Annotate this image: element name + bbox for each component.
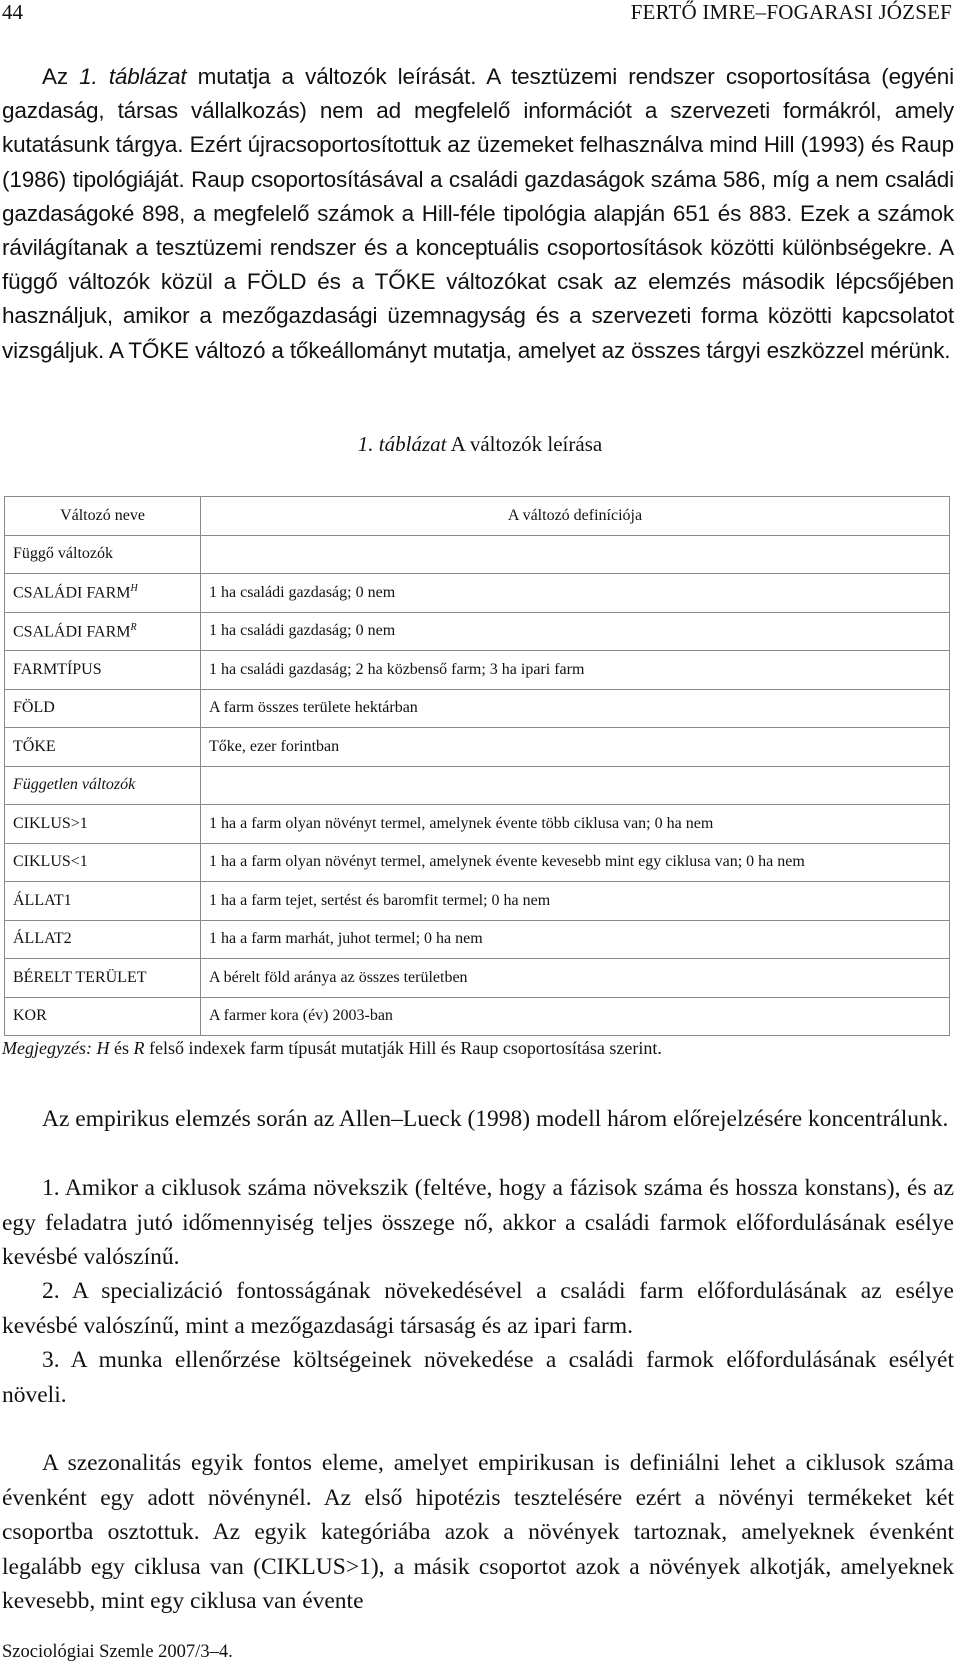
table-row [5,689,950,728]
table-row [5,843,950,882]
variable-definition: 1 ha családi gazdaság; 0 nem [201,574,950,613]
variable-name: CSALÁDI $FARM^H$ [5,574,201,613]
table-caption [0,432,960,457]
variable-name: KOR [5,997,201,1036]
column-header-name: Változó neve [5,497,201,536]
table-note-label: Megjegyzés: H [2,1038,110,1058]
superscript-index: R [130,621,137,633]
variable-name: ÁLLAT2 [5,920,201,959]
variable-name: ÁLLAT1 [5,882,201,921]
table-note-text: felső indexek farm típusát mutatják Hill és Raup csoportosítása szerint. [144,1038,662,1058]
variable-definition: A farm összes területe hektárban [201,689,950,728]
variable-name: FARMTÍPUS [5,651,201,690]
group-spacer [201,766,950,805]
hypothesis-2: 2. A specializáció fontosságának növekedésével a családi farm előfordulásának az esélye kevésbé valószínű, mint a mezőgazdasági társaság és az ipari farm. [2,1278,954,1339]
column-header-definition: A változó definíciója [201,497,950,536]
table-note: Megjegyzés: H és R felső indexek farm típusát mutatják Hill és Raup csoportosítása szerint. [2,1038,662,1058]
variables-table [4,496,950,1036]
variable-name: BÉRELT TERÜLET [5,959,201,998]
table-row [5,805,950,844]
table-header-row [5,497,950,536]
variable-name: CSALÁDI $FARM^R$ [5,612,201,651]
intro-text-rest: mutatja a változók leírását. A tesztüzemi rendszer csoportosítása (egyéni gazdaság, társas vállalkozás) nem ad megfelelő információt a szervezeti formákról, amely kutatásunk tárgya. Ezért újracsoportosítottuk az üzemeket felhasználva mind Hill (1993) és Raup (1986) tipológiáját. Raup csoportosításával a családi gazdaságok száma 586, míg a nem családi gazdaságoké 898, a megfelelő számok a Hill-féle tipológia alapján 651 és 883. Ezek a számok rávilágítanak a tesztüzemi rendszer és a konceptuális csoportosítások közötti különbségekre. A függő változók közül a FÖLD és a TŐKE változókat csak az elemzés második lépcsőjében használjuk, amikor a mezőgazdasági üzemnagyság és a szervezeti forma közötti kapcsolatot vizsgáljuk. A TŐKE változó a tőkeállományt mutatja, amelyet az összes tárgyi eszközzel mérünk. [2,64,954,363]
page-number: 44 [2,0,23,24]
table-caption-title: A változók leírása [446,432,603,456]
variable-definition: 1 ha a farm olyan növényt termel, amelynek évente több ciklusa van; 0 ha nem [201,805,950,844]
running-header-authors: FERTŐ IMRE–FOGARASI JÓZSEF [630,0,952,24]
group-label-independent: Független változók [5,766,201,805]
variable-definition: 1 ha a farm olyan növényt termel, amelynek évente kevesebb mint egy ciklusa van; 0 ha nem [201,843,950,882]
table-row [5,728,950,767]
variable-definition: Tőke, ezer forintban [201,728,950,767]
hypothesis-1: 1. Amikor a ciklusok száma növekszik (feltéve, hogy a fázisok száma és hossza konstans), és az egy feladatra jutó időmennyiség teljes összege nő, akkor a családi farmok előfordulásának esélye kevésbé valószínű. [2,1175,954,1270]
superscript-index: H [130,583,138,595]
table-row [5,574,950,613]
variable-definition: 1 ha családi gazdaság; 2 ha közbenső farm; 3 ha ipari farm [201,651,950,690]
table-row [5,920,950,959]
table-row [5,882,950,921]
group-row-independent [5,766,950,805]
hypothesis-3: 3. A munka ellenőrzése költségeinek növekedése a családi farmok előfordulásának esélyét növeli. [2,1347,954,1408]
variable-definition: A farmer kora (év) 2003-ban [201,997,950,1036]
journal-footer: Szociológiai Szemle 2007/3–4. [2,1642,233,1662]
group-row-dependent [5,535,950,574]
variable-definition: 1 ha a farm marhát, juhot termel; 0 ha nem [201,920,950,959]
table-caption-number: 1. táblázat [357,432,447,456]
variable-definition: 1 ha családi gazdaság; 0 nem [201,612,950,651]
table-row [5,651,950,690]
intro-text-start: Az [42,64,80,89]
intro-paragraph [2,60,954,368]
table-row [5,959,950,998]
variable-name: CIKLUS<1 [5,843,201,882]
body-paragraph: Az empirikus elemzés során az Allen–Lueck (1998) modell három előrejelzésére koncentrálunk. [42,1106,949,1132]
variable-name: TŐKE [5,728,201,767]
group-spacer [201,535,950,574]
variable-definition: 1 ha a farm tejet, sertést és baromfit termel; 0 ha nem [201,882,950,921]
variable-name: FÖLD [5,689,201,728]
table-note-index: R [133,1038,145,1058]
variable-definition: A bérelt föld aránya az összes területben [201,959,950,998]
group-label-dependent: Függő változók [5,535,201,574]
table-row [5,612,950,651]
intro-table-reference: 1. táblázat [79,64,187,89]
variable-name: CIKLUS>1 [5,805,201,844]
body-paragraph-seasonality: A szezonalitás egyik fontos eleme, amelyet empirikusan is definiálni lehet a ciklusok száma évenként egy adott növénynél. Az első hipotézis tesztelésére ezért a növényi termékeket két csoportba osztottuk. Az egyik kategóriába azok a növények tartoznak, amelyeknek évenként legalább egy ciklusa van (CIKLUS>1), a másik csoportot azok a növények alkotják, amelyeknek kevesebb, mint egy ciklusa van évente [2,1450,954,1614]
table-row [5,997,950,1036]
